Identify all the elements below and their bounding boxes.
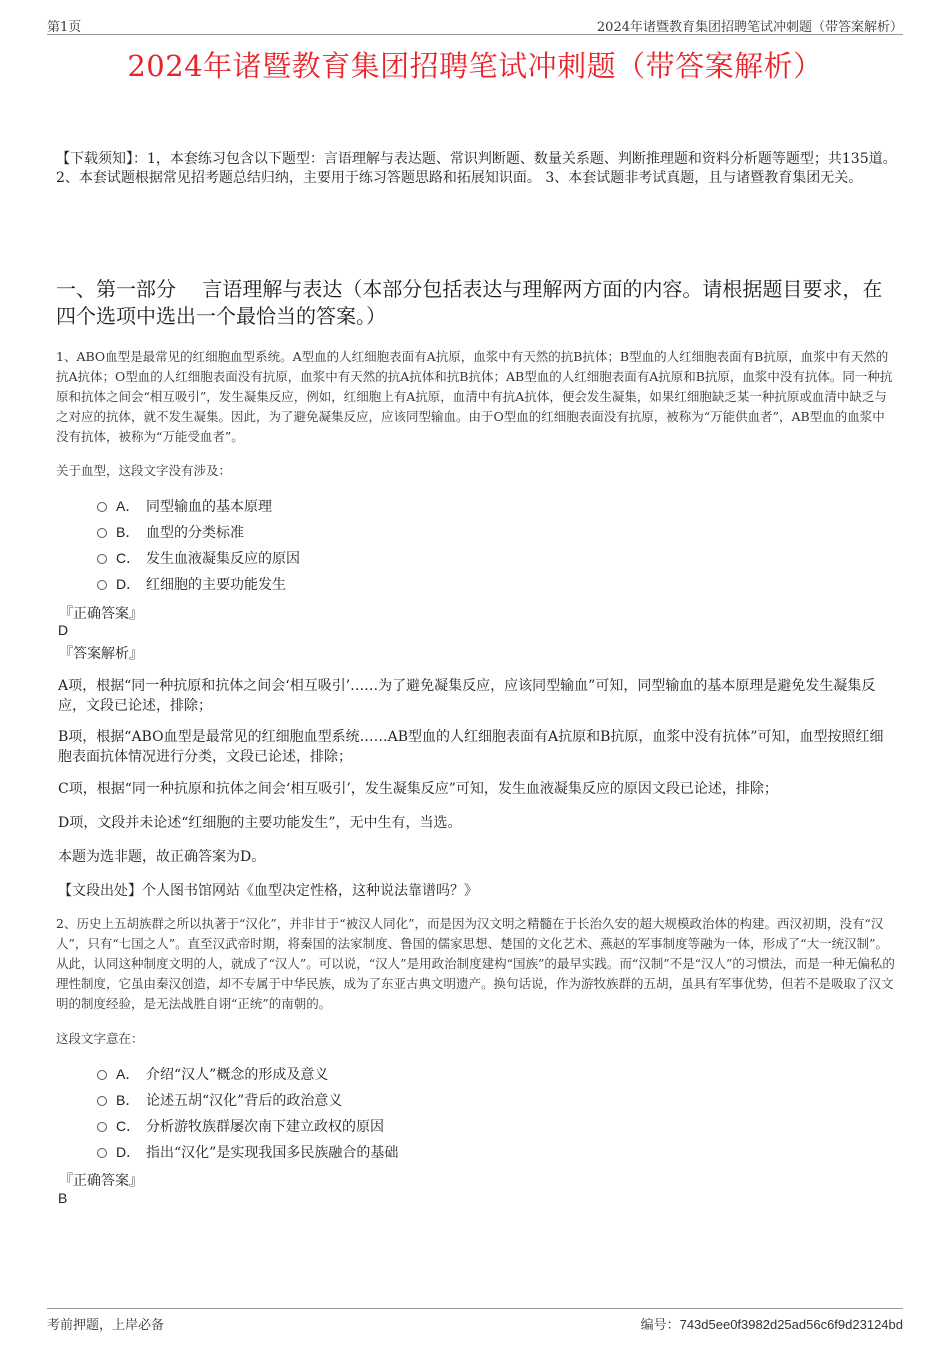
page-header <box>47 14 903 35</box>
option-text: 血型的分类标准 <box>146 525 244 541</box>
question-1 <box>56 347 896 447</box>
q1-answer: D <box>58 622 69 638</box>
question-1-prompt: 关于血型，这段文字没有涉及： <box>56 463 232 478</box>
option-text: 红细胞的主要功能发生 <box>146 577 286 593</box>
option-text: 分析游牧族群屡次南下建立政权的原因 <box>146 1119 384 1135</box>
option-text: 论述五胡“汉化”背后的政治意义 <box>146 1093 343 1109</box>
radio-icon[interactable] <box>97 1070 107 1080</box>
section-heading: 一、第一部分 言语理解与表达（本部分包括表达与理解两方面的内容。请根据题目要求，在四个选项中选出一个最恰当的答案。） <box>56 277 883 328</box>
footer-code-value: 743d5ee0f3982d25ad56c6f9d23124bd <box>679 1317 903 1332</box>
q1-source: 【文段出处】个人图书馆网站《血型决定性格，这种说法靠谱吗？》 <box>58 883 478 899</box>
q1-analysis-a: A项，根据“同一种抗原和抗体之间会‘相互吸引’……为了避免凝集反应，应该同型输血”可知，同型输血的基本原理是避免发生凝集反应，文段已论述，排除； <box>58 678 876 714</box>
q1-answer-label: 『正确答案』 <box>59 606 143 622</box>
radio-icon[interactable] <box>97 1148 107 1158</box>
option-text: 同型输血的基本原理 <box>146 499 272 515</box>
radio-icon[interactable] <box>97 528 107 538</box>
q1-option-a[interactable]: A． 同型输血的基本原理 <box>97 496 272 516</box>
q1-conclusion: 本题为选非题，故正确答案为D。 <box>58 849 266 865</box>
radio-icon[interactable] <box>97 1096 107 1106</box>
q1-option-c[interactable]: C． 发生血液凝集反应的原因 <box>97 548 300 568</box>
question-2-prompt-wrap <box>56 1029 896 1047</box>
question-2 <box>56 914 896 1014</box>
q1-analysis-b: B项，根据“ABO血型是最常见的红细胞血型系统……AB型血的人红细胞表面有A抗原和B抗原，血浆中没有抗体”可知，血型按照红细胞表面抗体情况进行分类，文段已论述，排除； <box>58 729 884 765</box>
radio-icon[interactable] <box>97 502 107 512</box>
download-notice: 【下载须知】：1，本套练习包含以下题型：言语理解与表达题、常识判断题、数量关系题、判断推理题和资料分析题等题型；共135道。 2、本套试题根据常见招考题总结归纳，主要用于练习答题思路和拓展知识面。 3、本套试题非考试真题，且与诸暨教育集团无关。 <box>56 151 897 186</box>
question-2-prompt: 这段文字意在： <box>56 1031 144 1046</box>
page-footer <box>47 1308 903 1335</box>
radio-icon[interactable] <box>97 580 107 590</box>
q1-analysis-label: 『答案解析』 <box>59 646 143 662</box>
radio-icon[interactable] <box>97 554 107 564</box>
q1-option-b[interactable]: B． 血型的分类标准 <box>97 522 244 542</box>
q2-option-c[interactable]: C． 分析游牧族群屡次南下建立政权的原因 <box>97 1116 384 1136</box>
q1-analysis-c: C项，根据“同一种抗原和抗体之间会‘相互吸引’，发生凝集反应”可知，发生血液凝集反应的原因文段已论述，排除； <box>58 781 778 797</box>
footer-code <box>641 1314 903 1333</box>
footer-slogan: 考前押题，上岸必备 <box>47 1318 165 1333</box>
q2-option-b[interactable]: B． 论述五胡“汉化”背后的政治意义 <box>97 1090 342 1110</box>
q1-analysis-d: D项，文段并未论述“红细胞的主要功能发生”，无中生有，当选。 <box>58 815 462 831</box>
q2-option-d[interactable]: D． 指出“汉化”是实现我国多民族融合的基础 <box>97 1142 398 1162</box>
option-text: 指出“汉化”是实现我国多民族融合的基础 <box>146 1145 399 1161</box>
question-1-prompt-wrap <box>56 461 896 479</box>
q2-answer: B <box>58 1190 68 1206</box>
header-doc-title: 2024年诸暨教育集团招聘笔试冲刺题（带答案解析） <box>596 20 903 35</box>
option-text: 介绍“汉人”概念的形成及意义 <box>146 1067 329 1083</box>
option-text: 发生血液凝集反应的原因 <box>146 551 300 567</box>
question-2-text: 2、历史上五胡族群之所以执著于“汉化”，并非甘于“被汉人同化”，而是因为汉文明之精髓在于长治久安的超大规模政治体的构建。西汉初期，没有“汉人”，只有“七国之人”。直至汉武帝时期，将秦国的法家制度、鲁国的儒家思想、楚国的文化艺术、燕赵的军事制度等融为一体，形成了“大一统汉制”。从此，认同这种制度文明的人，就成了“汉人”。可以说，“汉人”是用政治制度建构“国族”的最早实践。而“汉制”不是“汉人”的习惯法，而是一种无偏私的理性制度，它虽由秦汉创造，却不专属于中华民族，成为了东亚古典文明遗产。换句话说，作为游牧族群的五胡，虽具有军事优势，但若不是吸取了汉文明的制度经验，是无法战胜自诩“正统”的南朝的。 <box>56 916 895 1011</box>
question-1-text: 1、ABO血型是最常见的红细胞血型系统。A型血的人红细胞表面有A抗原，血浆中有天然的抗B抗体；B型血的人红细胞表面有B抗原，血浆中有天然的抗A抗体；O型血的人红细胞表面没有抗原，血浆中有天然的抗A抗体和抗B抗体；AB型血的人红细胞表面有A抗原和B抗原，血浆中没有抗体。同一种抗原和抗体之间会“相互吸引”，发生凝集反应，例如，红细胞上有A抗原，血清中有抗A抗体，便会发生凝集，如果红细胞缺乏某一种抗原或血清中缺乏与之对应的抗体，就不发生凝集。因此，为了避免凝集反应，应该同型输血。由于O型血的红细胞表面没有抗原，被称为“万能供血者”，AB型血的血浆中没有抗体，被称为“万能受血者”。 <box>56 349 893 444</box>
page-number: 第1页 <box>47 20 82 35</box>
q2-option-a[interactable]: A． 介绍“汉人”概念的形成及意义 <box>97 1064 328 1084</box>
q2-answer-label: 『正确答案』 <box>59 1173 143 1189</box>
document-title: 2024年诸暨教育集团招聘笔试冲刺题（带答案解析） <box>127 49 823 83</box>
radio-icon[interactable] <box>97 1122 107 1132</box>
q1-option-d[interactable]: D． 红细胞的主要功能发生 <box>97 574 286 594</box>
footer-code-label: 编号： <box>640 1318 680 1333</box>
